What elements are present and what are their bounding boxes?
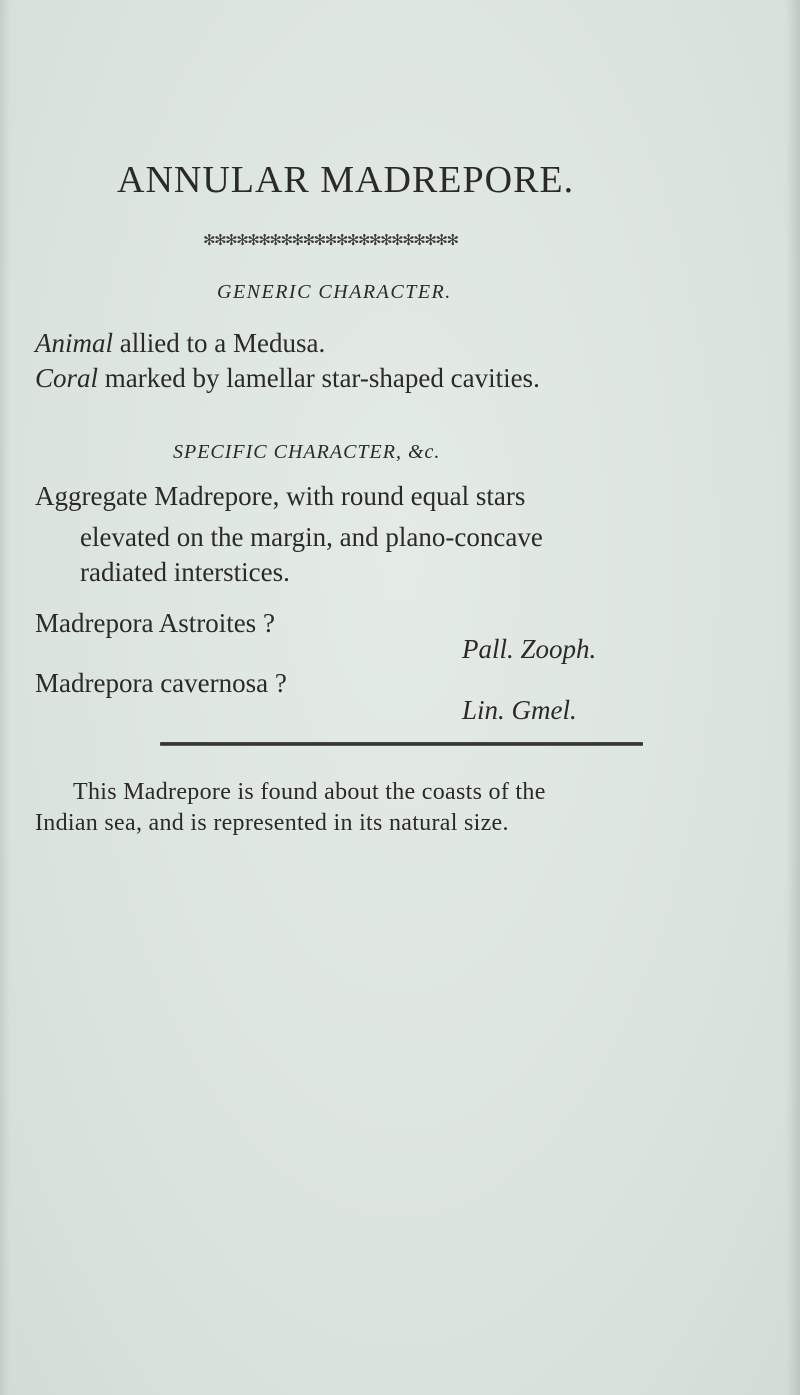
specific-line: elevated on the margin, and plano-concave: [80, 522, 543, 552]
generic-line-animal: [35, 327, 325, 359]
ornament-divider: ✻✻✻✻✻✻✻✻✻✻✻✻✻✻✻✻✻✻✻✻✻✻✻: [203, 233, 458, 249]
synonym-name: Madrepora cavernosa ?: [35, 668, 287, 698]
page-edge-shadow-right: [786, 0, 800, 1395]
description-line: Indian sea, and is represented in its natural size.: [35, 810, 509, 836]
page-edge-shadow-left: [0, 0, 10, 1395]
specific-line: Aggregate Madrepore, with round equal stars: [35, 481, 526, 511]
generic-line-coral-label: Coral: [35, 363, 99, 393]
generic-line-animal-label: Animal: [35, 328, 113, 358]
specific-character-heading: SPECIFIC CHARACTER, &c.: [173, 441, 441, 463]
generic-line-animal-text: allied to a Medusa.: [113, 328, 326, 358]
description-line: This Madrepore is found about the coasts of the: [73, 779, 546, 805]
synonym-reference: Pall. Zooph.: [462, 634, 597, 664]
generic-line-coral: [35, 362, 540, 394]
generic-line-coral-text: marked by lamellar star-shaped cavities.: [98, 363, 540, 393]
synonym-reference: Lin. Gmel.: [462, 695, 577, 725]
specific-line: radiated interstices.: [80, 557, 290, 587]
synonym-name: Madrepora Astroites ?: [35, 608, 275, 638]
horizontal-rule: [160, 742, 643, 746]
generic-character-heading: GENERIC CHARACTER.: [217, 281, 452, 303]
page-title: ANNULAR MADREPORE.: [117, 159, 575, 201]
